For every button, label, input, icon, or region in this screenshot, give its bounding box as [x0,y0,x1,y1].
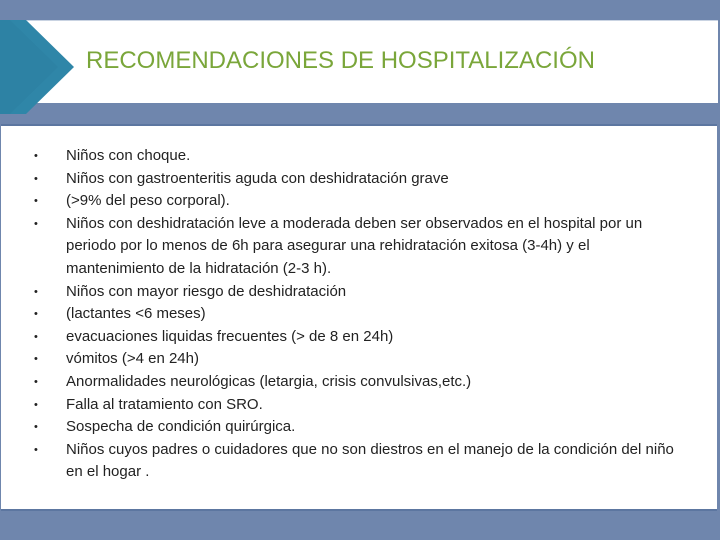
title-arrow-shape [0,20,74,114]
list-item-text: evacuaciones liquidas frecuentes (> de 8 en 24h) [66,327,394,345]
bullet-icon: • [34,398,38,411]
list-item-text: Niños con mayor riesgo de deshidratación [66,282,347,300]
list-item [0,213,720,281]
bullet-icon: • [34,217,38,230]
list-item [0,303,720,326]
page-title: RECOMENDACIONES DE HOSPITALIZACIÓN [86,47,595,74]
bullet-icon: • [34,443,38,456]
list-item-text: (>9% del peso corporal). [66,192,230,210]
recommendations-list [0,145,720,484]
list-item [0,281,720,304]
list-item [0,439,720,484]
list-item-text: (lactantes <6 meses) [66,305,206,323]
list-item [0,416,720,439]
bullet-icon: • [34,285,38,298]
bullet-icon: • [34,150,38,162]
list-item [0,326,720,349]
bullet-icon: • [34,353,38,366]
list-item [0,394,720,417]
list-item-text: vómitos (>4 en 24h) [66,350,199,368]
list-item [0,371,720,394]
bullet-icon: • [34,421,38,434]
list-item-text: Niños con deshidratación leve a moderada deben ser observados en el hospital por un periodo por lo menos de 6h para asegurar una rehidratación exitosa (3-4h) y el mantenimiento de la hidratación (2-3 h). [66,214,643,277]
bullet-icon: • [34,308,38,321]
list-item-text: Niños con gastroenteritis aguda con deshidratación grave [66,169,449,187]
list-item [0,168,720,191]
list-item-text: Sospecha de condición quirúrgica. [66,418,296,436]
list-item [0,348,720,371]
bullet-icon: • [34,375,38,388]
list-item-text: Falla al tratamiento con SRO. [66,395,263,413]
bullet-icon: • [34,330,38,343]
list-item-text: Niños cuyos padres o cuidadores que no son diestros en el manejo de la condición del niño en el hogar . [66,440,674,481]
list-item [0,190,720,213]
list-item-text: Niños con choque. [66,147,191,164]
bullet-icon: • [34,195,38,208]
bullet-icon: • [34,172,38,185]
list-item-text: Anormalidades neurológicas (letargia, crisis convulsivas,etc.) [66,372,472,390]
list-item [0,145,720,168]
